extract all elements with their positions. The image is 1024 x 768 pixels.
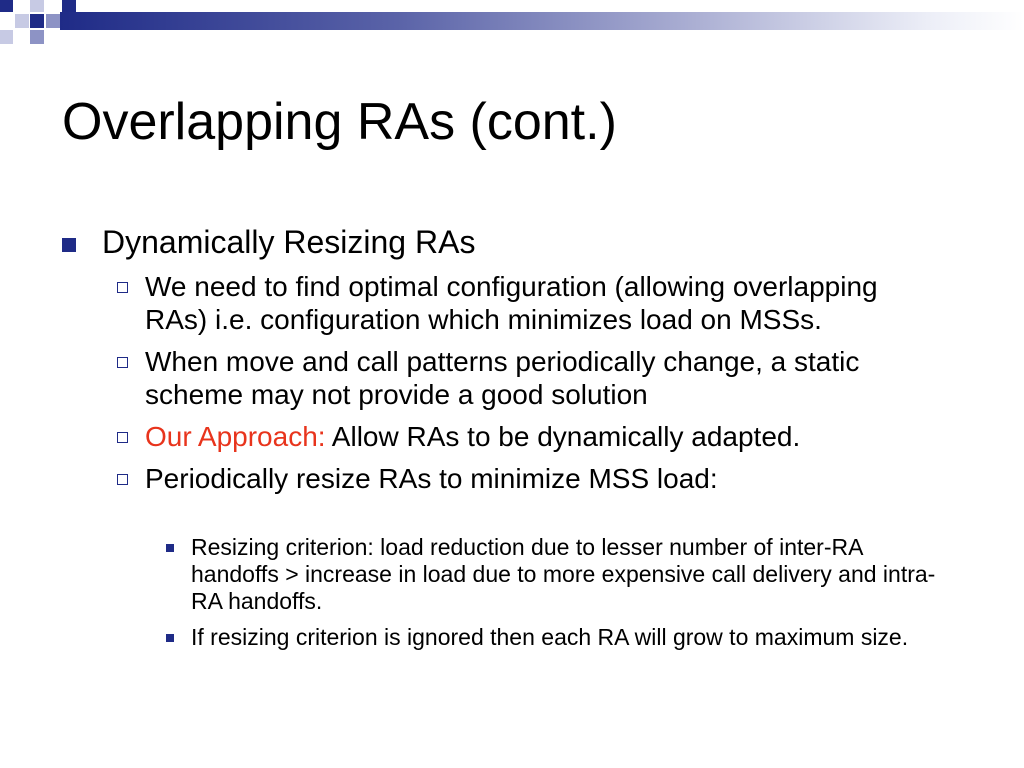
list-item <box>116 462 946 495</box>
level2-bullet-list <box>116 270 946 504</box>
small-square-icon <box>166 634 174 642</box>
approach-label: Our Approach: <box>145 421 326 452</box>
corner-square-icon <box>46 14 60 28</box>
level1-text: Dynamically Resizing RAs <box>102 224 476 260</box>
corner-square-icon <box>62 0 76 12</box>
corner-square-icon <box>0 0 13 12</box>
small-square-icon <box>166 544 174 552</box>
list-item <box>116 345 946 411</box>
hollow-square-icon <box>117 474 128 485</box>
list-item-body: When move and call patterns periodically change, a static scheme may not provide a good solution <box>145 346 860 410</box>
list-item-text <box>145 270 946 336</box>
list-item <box>166 534 956 615</box>
header-decoration <box>0 0 1024 48</box>
list-item-body: Periodically resize RAs to minimize MSS load: <box>145 463 718 494</box>
corner-square-icon <box>30 14 44 28</box>
level1-bullet-row <box>62 222 942 262</box>
corner-square-icon <box>30 0 44 12</box>
header-gradient-bar <box>60 12 1024 30</box>
list-item <box>116 420 946 453</box>
corner-square-icon <box>30 30 44 44</box>
list-item-text: Resizing criterion: load reduction due to lesser number of inter-RA handoffs > increase in load due to more expensive call delivery and intra-RA handoffs. <box>191 534 936 614</box>
list-item-body: We need to find optimal configuration (allowing overlapping RAs) i.e. configuration which minimizes load on MSSs. <box>145 271 878 335</box>
list-item-text <box>145 345 946 411</box>
corner-square-icon <box>0 30 13 44</box>
hollow-square-icon <box>117 282 128 293</box>
filled-square-icon <box>62 238 76 252</box>
hollow-square-icon <box>117 432 128 443</box>
list-item <box>166 624 956 651</box>
list-item-text: If resizing criterion is ignored then each RA will grow to maximum size. <box>191 624 909 650</box>
hollow-square-icon <box>117 357 128 368</box>
level3-bullet-list <box>166 534 956 660</box>
list-item-body: Allow RAs to be dynamically adapted. <box>331 421 801 452</box>
corner-square-icon <box>15 14 29 28</box>
list-item-text <box>145 420 800 453</box>
slide-title: Overlapping RAs (cont.) <box>62 93 617 151</box>
list-item <box>116 270 946 336</box>
list-item-text <box>145 462 718 495</box>
